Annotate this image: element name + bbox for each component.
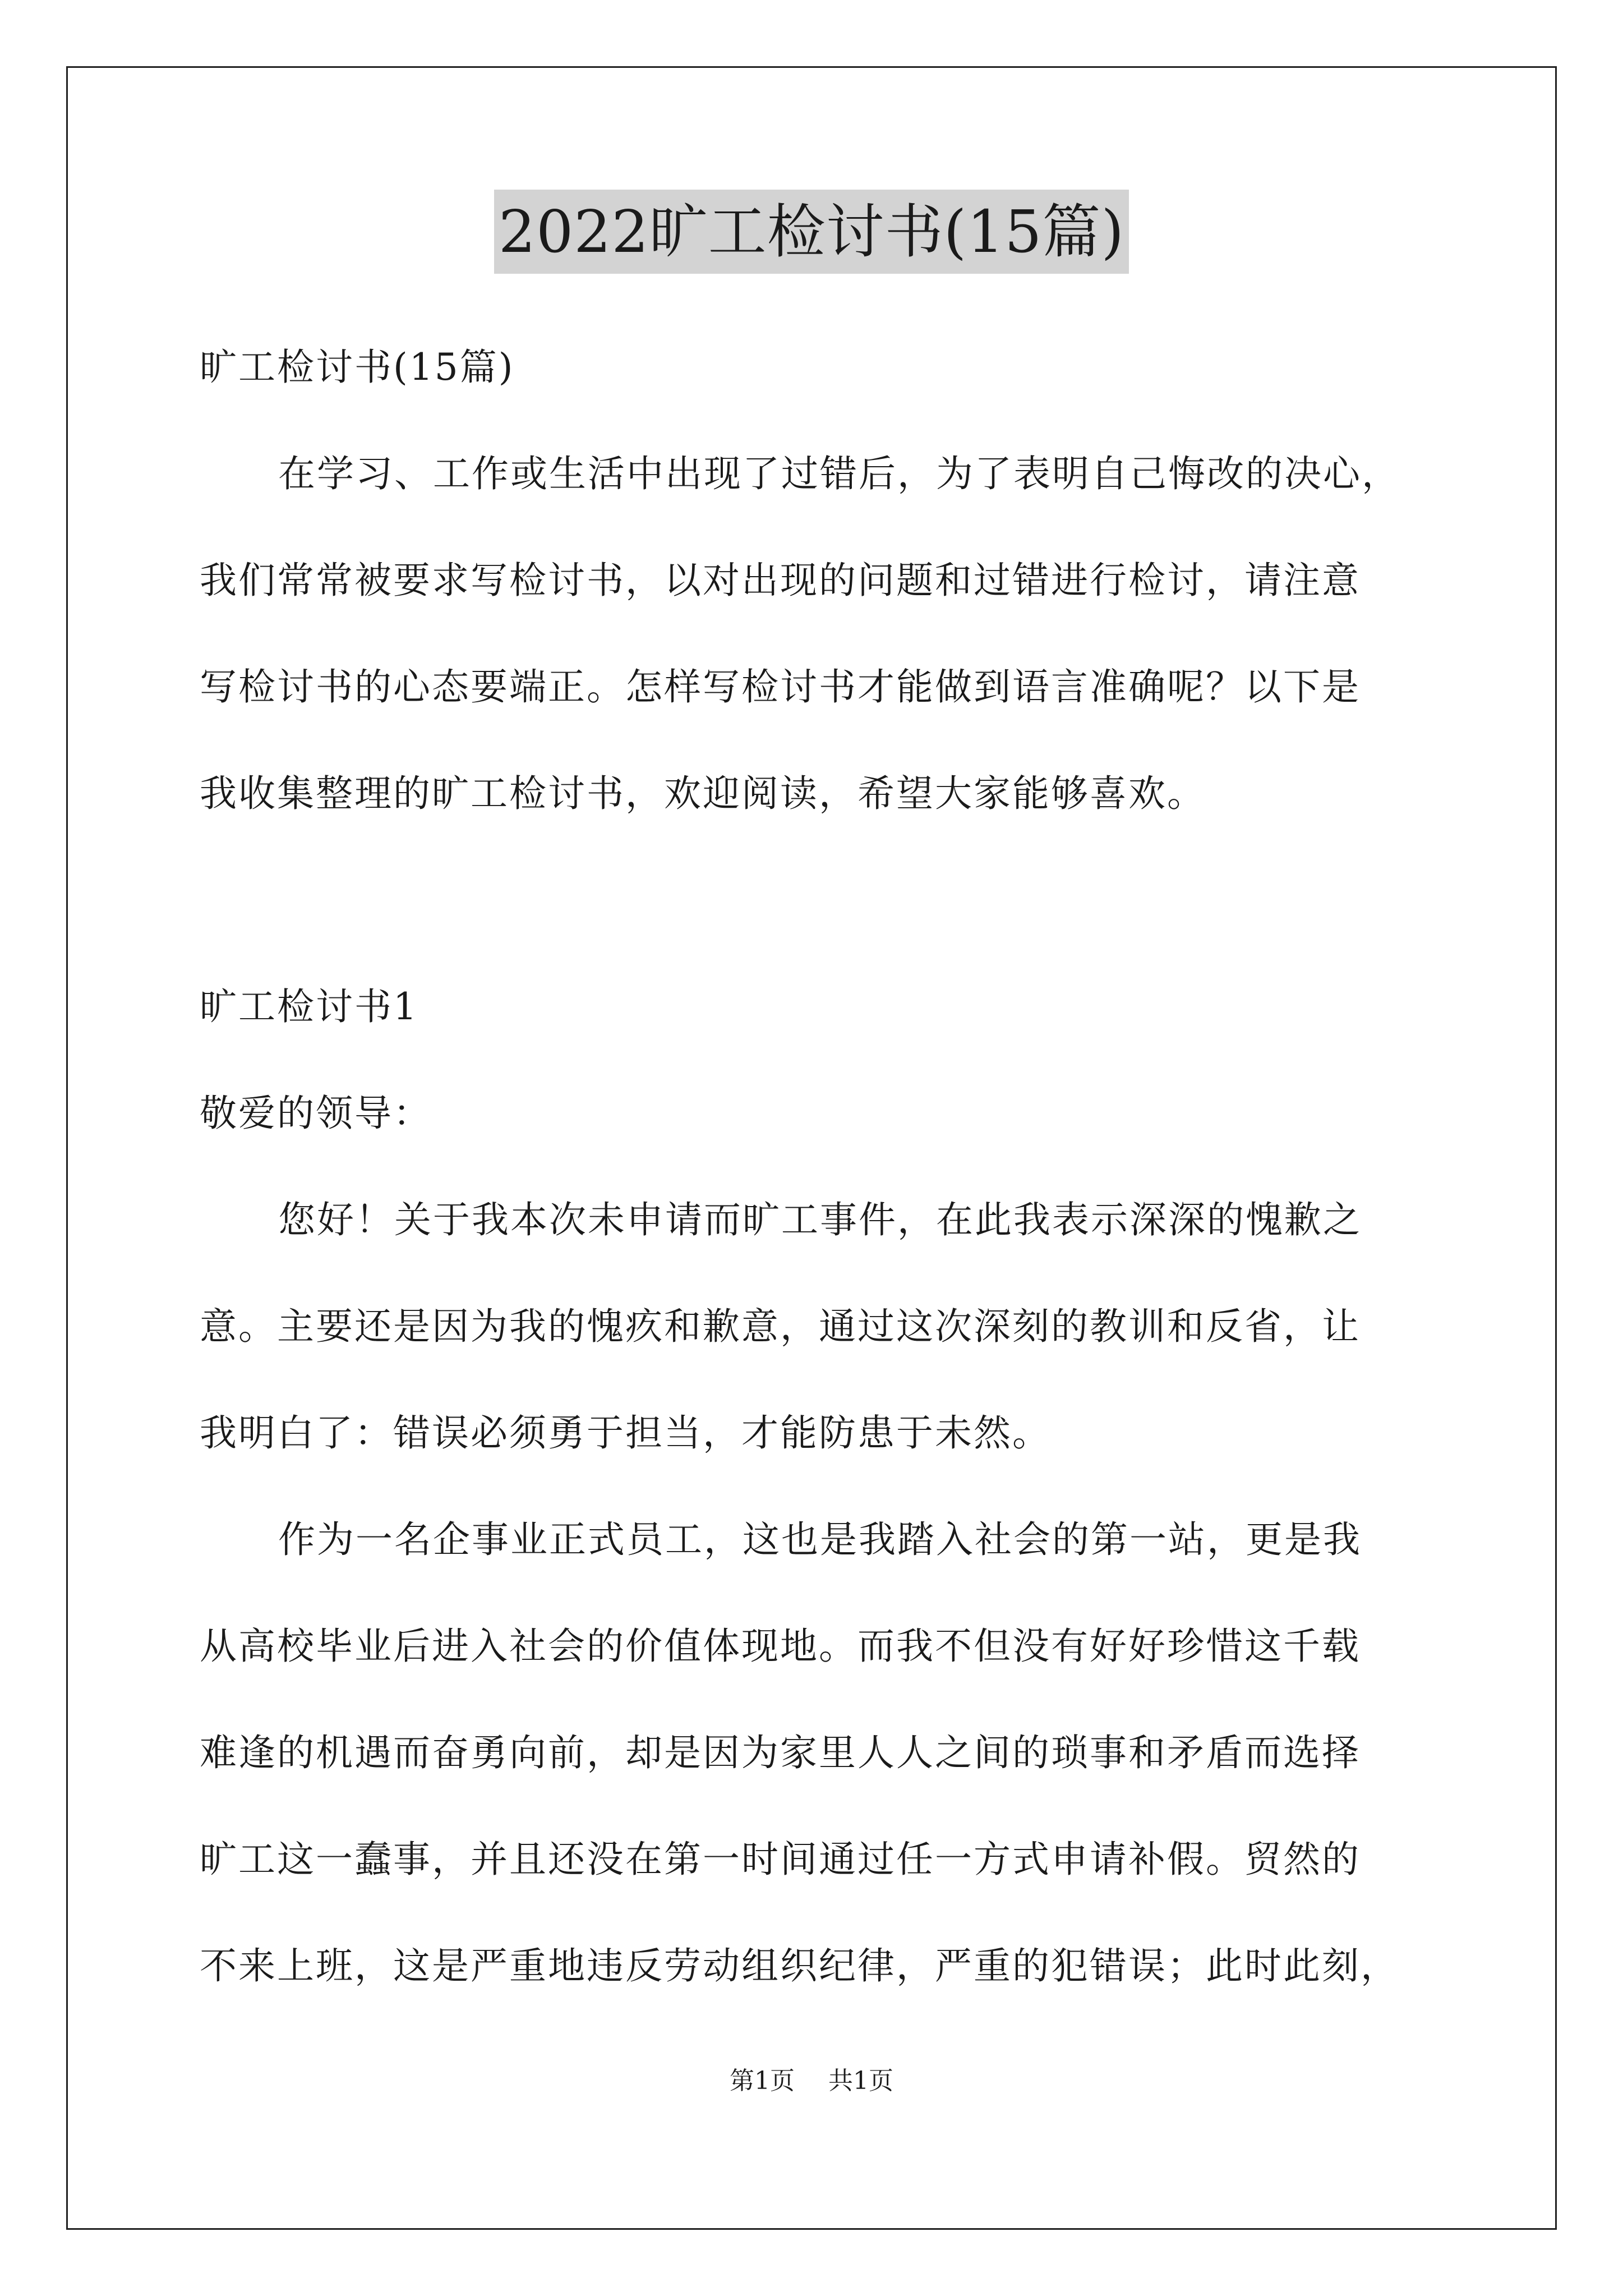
page-number: 第1页 bbox=[730, 2067, 795, 2095]
intro-paragraph-line: 我们常常被要求写检讨书，以对出现的问题和过错进行检讨，请注意 bbox=[200, 559, 1361, 602]
body-paragraph-line: 作为一名企事业正式员工，这也是我踏入社会的第一站，更是我 bbox=[278, 1518, 1362, 1561]
blank-line bbox=[200, 847, 1450, 954]
body-paragraph-line: 我明白了：错误必须勇于担当，才能防患于未然。 bbox=[200, 1411, 1051, 1455]
body-paragraph-line: 意。主要还是因为我的愧疚和歉意，通过这次深刻的教训和反省，让 bbox=[200, 1305, 1361, 1348]
body-paragraph-line: 从高校毕业后进入社会的价值体现地。而我不但没有好好珍惜这千载 bbox=[200, 1625, 1361, 1668]
intro-paragraph-line: 我收集整理的旷工检讨书，欢迎阅读，希望大家能够喜欢。 bbox=[200, 772, 1206, 815]
document-body bbox=[200, 314, 1450, 2019]
intro-paragraph-line: 在学习、工作或生活中出现了过错后，为了表明自己悔改的决心， bbox=[278, 452, 1400, 495]
salutation: 敬爱的领导： bbox=[200, 1092, 432, 1135]
body-paragraph-line: 旷工这一蠢事，并且还没在第一时间通过任一方式申请补假。贸然的 bbox=[200, 1838, 1361, 1881]
page-total: 共1页 bbox=[828, 2067, 893, 2095]
section-heading: 旷工检讨书1 bbox=[200, 985, 418, 1028]
body-paragraph-line: 您好！关于我本次未申请而旷工事件，在此我表示深深的愧歉之 bbox=[278, 1198, 1362, 1241]
document-title: 2022旷工检讨书(15篇) bbox=[494, 190, 1129, 274]
body-paragraph-line: 不来上班，这是严重地违反劳动组织纪律，严重的犯错误；此时此刻， bbox=[200, 1944, 1399, 1987]
intro-paragraph-line: 写检讨书的心态要端正。怎样写检讨书才能做到语言准确呢？以下是 bbox=[200, 665, 1361, 708]
subtitle-line: 旷工检讨书(15篇) bbox=[200, 346, 515, 389]
body-paragraph-line: 难逢的机遇而奋勇向前，却是因为家里人人之间的琐事和矛盾而选择 bbox=[200, 1731, 1361, 1774]
page-footer bbox=[0, 2064, 1623, 2098]
title-container bbox=[0, 190, 1623, 274]
